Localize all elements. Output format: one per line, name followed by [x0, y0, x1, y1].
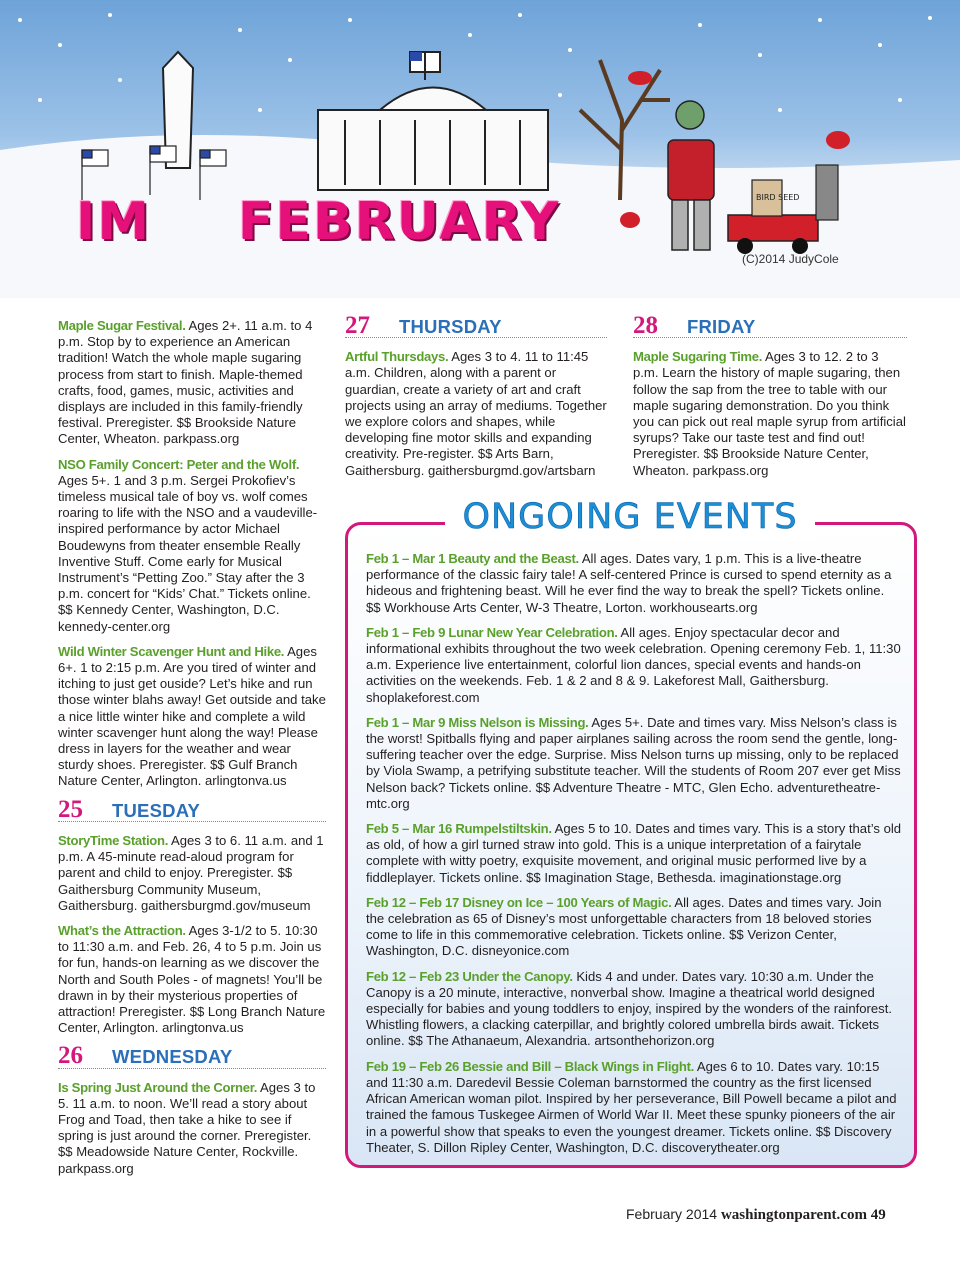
event-title: Feb 5 – Mar 16 Rumpelstiltskin. [366, 821, 552, 837]
day-name: FRIDAY [687, 316, 756, 337]
day-number: 28 [633, 312, 658, 339]
event-details: Ages 3 to 12. 2 to 3 p.m. Learn the history of maple sugaring, then follow the sap from the tree to table with our maple sugaring demonstration. Do you think you can pick out real maple syrup from artificial syrups? Take our taste test and find out! Preregister. $$ Brookside Nature Center, Wheaton. parkpass.org [633, 349, 906, 478]
day-name: TUESDAY [112, 799, 201, 821]
header-illustration [0, 0, 960, 298]
event-title: NSO Family Concert: Peter and the Wolf. [58, 456, 300, 472]
copyright-note: (C)2014 JudyCole [742, 252, 839, 266]
event-title: Feb 1 – Mar 1 Beauty and the Beast. [366, 551, 579, 566]
event-details: All ages. Dates and times vary. Join the celebration as 65 of Disney’s most unforgettable characters from 18 beloved stories come to life in this commemorative celebration. Tickets online. $$ Verizon Center, Washington, D.C. disneyonice.com [366, 894, 882, 959]
ongoing-event [366, 1059, 902, 1156]
event-details: All ages. Dates vary, 1 p.m. This is a live-theatre performance of the classic fairy tale! A self-centered Prince is cursed to spend eternity as a hideous and frightening beast. Will he ever find the way to break the spell? Tickets online. $$ Workhouse Arts Center, W-3 Theatre, Lorton. workhousearts.org [366, 551, 892, 615]
day-number: 25 [58, 795, 83, 823]
ongoing-event [366, 551, 902, 616]
event-listing [633, 349, 907, 479]
event-listing [58, 457, 326, 635]
page-number: 49 [866, 1207, 886, 1223]
event-listing [58, 644, 326, 790]
day-number: 27 [345, 312, 370, 339]
event-details: Kids 4 and under. Dates vary. 10:30 a.m. Under the Canopy is a 20 minute, interactive, nonverbal show. Imagine a theatrical world designed especially for babies and young toddlers to enjoy, inspired by the wonders of the rainforest. Whistling flowers, a clacking caterpillar, and brightly colored umbrella birds await. Tickets online. $$ The Athanaeum, Alexandria. artsonthehorizon.org [366, 968, 892, 1049]
event-details: Ages 5+. Date and times vary. Miss Nelson’s class is the worst! Spitballs flying and paper airplanes sailing across the room send the gentle, long-suffering teacher over the edge. Surprise. Miss Nelson turns up missing, only to be replaced by Viola Swamp, a petrifying substitute teacher. Will the students of Room 207 ever get Miss Nelson back? Tickets online. $$ Adventure Theatre - MTC, Glen Echo. adventuretheatre-mtc.org [366, 714, 901, 811]
event-listing [58, 318, 326, 448]
day-heading-tuesday [58, 795, 326, 823]
banner-left-text: IM [76, 192, 152, 252]
event-details: Ages 2+. 11 a.m. to 4 p.m. Stop by to experience an American tradition! Watch the whole maple sugaring process from start to finish. Maple-themed crafts, food, games, music, activities and displays are included in this family-friendly festival. Preregister. $$ Brookside Nature Center, Wheaton. parkpass.org [58, 318, 313, 447]
event-details: Ages 6+. 1 to 2:15 p.m. Are you tired of winter and itching to just get ouside? Let’s hike and run those winter blahs away! Get outside and take a nice little winter hike and complete a wild winter scavenger hunt along the way! Please dress in layers for the weather and wear sturdy shoes. Preregister. $$ Gulf Branch Nature Center, Arlington. arlingtonva.us [58, 643, 326, 789]
site-link[interactable]: washingtonparent.com [720, 1207, 867, 1223]
event-details: Ages 3 to 5. 11 a.m. to noon. We’ll read a story about Frog and Toad, then take a hike to see if spring is just around the corner. Preregister. $$ Meadowside Nature Center, Rockville. parkpass.org [58, 1079, 316, 1176]
event-details: Ages 3 to 6. 11 a.m. and 1 p.m. A 45-minute read-aloud program for parent and child to enjoy. Preregister. $$ Gaithersburg Community Museum, Gaithersburg. gaithersburgmd.gov/museum [58, 832, 324, 913]
day-name: THURSDAY [399, 316, 502, 337]
event-title: Feb 1 – Mar 9 Miss Nelson is Missing. [366, 714, 589, 730]
day-heading-friday [633, 312, 907, 339]
event-title: Feb 12 – Feb 23 Under the Canopy. [366, 968, 573, 984]
event-title: What’s the Attraction. [58, 922, 186, 938]
event-details: Ages 5+. 1 and 3 p.m. Sergei Prokofiev’s timeless musical tale of boy vs. wolf comes roaring to life with the NSO and a vaudeville-inspired performance by actor Michael Boudewyns from theater ensemble Really Inventive Stuff. Come early for Musical Instrument’s “Petting Zoo.” Stay after the 3 p.m. concert for “Kids’ Chat.” Tickets online. $$ Kennedy Center, Washington, D.C. kennedy-center.org [58, 472, 318, 634]
event-details: Ages 3 to 4. 11 to 11:45 a.m. Children, along with a parent or guardian, create a variety of art and craft projects using an array of mediums. Together we explore colors and shapes, while developing fine motor skills and expanding creativity. Pre-register. $$ Arts Barn, Gaithersburg. gaithersburgmd.gov/artsbarn [345, 349, 607, 478]
event-details: Ages 5 to 10. Dates and times vary. This is a story that’s old as old, of how a girl turned straw into gold. This is a unique interpretation of a fairytale complete with witty poetry, exquisite movement, and original music performed live by a fiddleplayer. Tickets online. $$ Imagination Stage, Bethesda. imaginationstage.org [366, 821, 902, 885]
event-title: Wild Winter Scavenger Hunt and Hike. [58, 643, 285, 659]
ongoing-events-list [366, 551, 902, 1165]
middle-column [345, 306, 607, 488]
event-title: Feb 19 – Feb 26 Bessie and Bill – Black Wings in Flight. [366, 1058, 694, 1074]
event-title: Feb 1 – Feb 9 Lunar New Year Celebration. [366, 624, 618, 640]
event-listing [58, 833, 326, 914]
ongoing-event [366, 969, 902, 1050]
banner-month: FEBRUARY [238, 192, 561, 252]
ongoing-events-title: ONGOING EVENTS [445, 492, 815, 542]
ongoing-event [366, 821, 902, 886]
event-title: Maple Sugaring Time. [633, 349, 763, 365]
event-details: Ages 3-1/2 to 5. 10:30 to 11:30 a.m. and Feb. 26, 4 to 5 p.m. Join us for fun, hands-on learning as we discover the North and South Poles - of magnets! You’ll be drawn in by their mysterious properties of attraction! Preregister. $$ Long Branch Nature Center, Arlington. arlingtonva.us [58, 922, 326, 1036]
bird-seed-label: BIRD SEED [756, 193, 800, 202]
left-column [58, 318, 326, 1186]
event-details: All ages. Enjoy spectacular decor and informational exhibits throughout the two week celebration. Opening ceremony Feb. 1, 11:30 a.m. Experience live entertainment, colorful lion dances, special events and hands-on activities on the weekends. Feb. 1 & 2 and 8 & 9. Lakeforest Mall, Gaithersburg. shoplakeforest.com [366, 624, 901, 705]
day-heading-wednesday [58, 1042, 326, 1070]
right-column [633, 306, 907, 488]
event-listing [58, 923, 326, 1036]
event-title: Maple Sugar Festival. [58, 318, 186, 333]
page-footer [626, 1206, 886, 1224]
ongoing-event [366, 895, 902, 960]
ongoing-event [366, 625, 902, 706]
event-listing [345, 349, 607, 479]
issue-date: February 2014 [626, 1206, 721, 1222]
event-title: Is Spring Just Around the Corner. [58, 1079, 258, 1095]
day-name: WEDNESDAY [112, 1046, 233, 1068]
event-title: Artful Thursdays. [345, 349, 449, 365]
event-title: StoryTime Station. [58, 832, 169, 848]
day-number: 26 [58, 1042, 83, 1070]
day-heading-thursday [345, 312, 607, 339]
event-listing [58, 1080, 326, 1177]
event-title: Feb 12 – Feb 17 Disney on Ice – 100 Years of Magic. [366, 894, 672, 910]
event-details: Ages 6 to 10. Dates vary. 10:15 and 11:30 a.m. Daredevil Bessie Coleman barnstormed the country as the first licensed African American woman pilot. Inspired by her perseverance, Bill Powell became a pilot and trained the famous Tuskegee Airmen of World War II. Meet these spunky pioneers of the air in a powerful show that speaks to even the youngest dreamer. Tickets online. $$ Discovery Theater, S. Dillon Ripley Center, Washington, D.C. discoverytheater.org [366, 1058, 897, 1155]
ongoing-event [366, 715, 902, 812]
